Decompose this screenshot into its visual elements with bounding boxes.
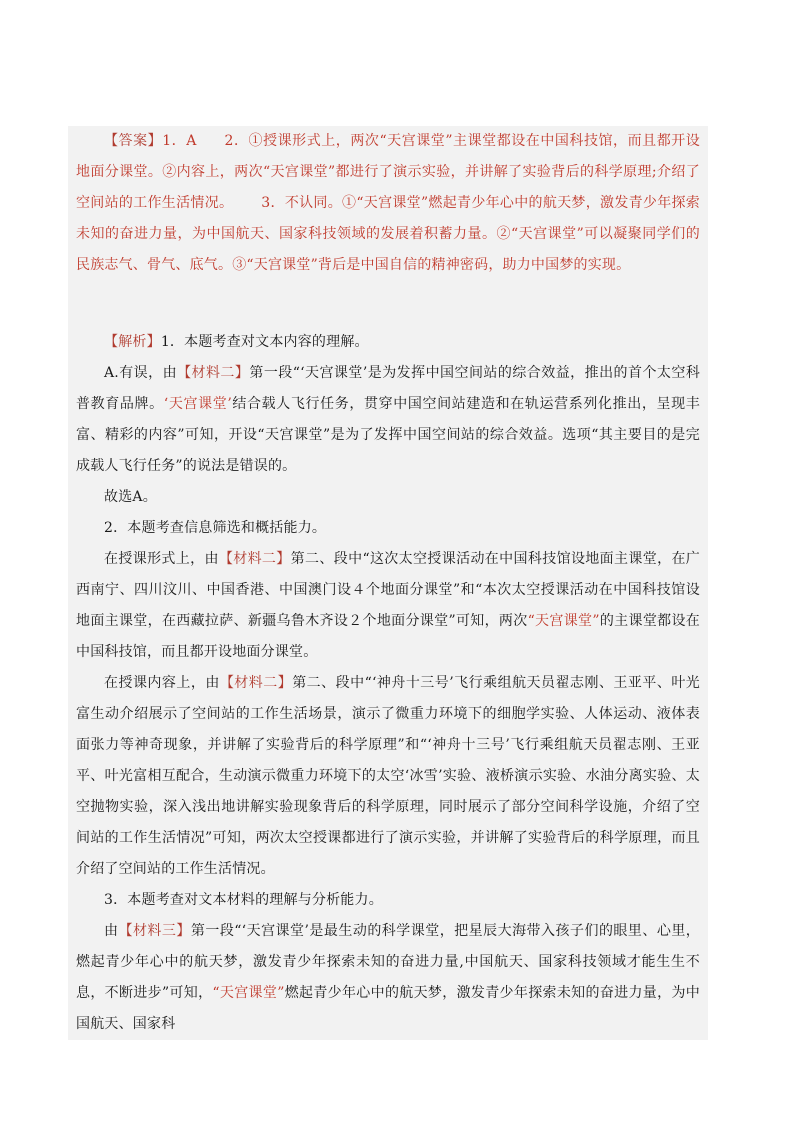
answer-analysis-panel (68, 126, 708, 1040)
answer-paragraph: 【答案】1．A 2．①授课形式上，两次“天宫课堂”主课堂都设在中国科技馆，而且都开设地面分课堂。②内容上，两次“天宫课堂”都进行了演示实验，并讲解了实验背后的科学原理;介绍了空间站的工作生活情况。 3．不认同。①“天宫课堂”燃起青少年心中的航天梦，激发青少年探索未知的奋进力量，为中国航天、国家科技领域的发展着积蓄力量。②“天宫课堂”可以凝聚同学们的民族志气、骨气、底气。③“天宫课堂”背后是中国自信的精神密码，助力中国梦的实现。 (76, 133, 701, 273)
analysis-paragraph: 故选A。 (104, 489, 157, 505)
analysis-paragraph: 3．本题考查对文本材料的理解与分析能力。 (104, 892, 383, 908)
analysis-label: 【解析】 (104, 334, 161, 350)
analysis-paragraph: 在授课形式上，由【材料二】第二、段中“这次太空授课活动在中国科技馆设地面主课堂，在广西南宁、四川汶川、中国香港、中国澳门设４个地面分课堂”和“本次太空授课活动在中国科技馆设地面主课堂，在西藏拉萨、新疆乌鲁木齐设２个地面分课堂”可知，两次“天宫课堂”的主课堂都设在中国科技馆，而且都开设地面分课堂。 (76, 551, 701, 660)
analysis-heading: 【解析】1．本题考查对文本内容的理解。 (104, 334, 369, 350)
section-gap (68, 281, 708, 327)
answer-label: 【答案】 (104, 133, 163, 149)
analysis-paragraph: 在授课内容上，由【材料二】第二、段中“‘神舟十三号’飞行乘组航天员翟志刚、王亚平、叶光富生动介绍展示了空间站的工作生活场景，演示了微重力环境下的细胞学实验、人体运动、液体表面张力等神奇现象，并讲解了实验背后的科学原理”和“‘神舟十三号’飞行乘组航天员翟志刚、王亚平、叶光富相互配合，生动演示微重力环境下的太空‘冰雪’实验、液桥演示实验、水油分离实验、太空抛物实验，深入浅出地讲解实验现象背后的科学原理，同时展示了部分空间科学设施，介绍了空间站的工作生活情况”可知，两次太空授课都进行了演示实验，并讲解了实验背后的科学原理，而且介绍了空间站的工作生活情况。 (76, 675, 700, 877)
analysis-section (68, 327, 708, 1040)
analysis-paragraph: A.有误，由【材料二】第一段“‘天宫课堂’是为发挥中国空间站的综合效益，推出的首个太空科普教育品牌。‘天宫课堂’结合载人飞行任务，贯穿中国空间站建造和在轨运营系列化推出，呈现丰富、精彩的内容”可知，开设“天宫课堂”是为了发挥中国空间站的综合效益。选项“其主要目的是完成载人飞行任务”的说法是错误的。 (76, 365, 701, 474)
answer-section (68, 126, 708, 281)
analysis-paragraph: 2．本题考查信息筛选和概括能力。 (104, 520, 327, 536)
q1-answer: A (186, 133, 197, 149)
analysis-paragraph: 由【材料三】第一段“‘天宫课堂’是最生动的科学课堂，把星辰大海带入孩子们的眼里、心里，燃起青少年心中的航天梦，激发青少年探索未知的奋进力量,中国航天、国家科技领域才能生生不息，不断进步”可知，“天宫课堂”燃起青少年心中的航天梦，激发青少年探索未知的奋进力量，为中国航天、国家科 (76, 923, 701, 1032)
